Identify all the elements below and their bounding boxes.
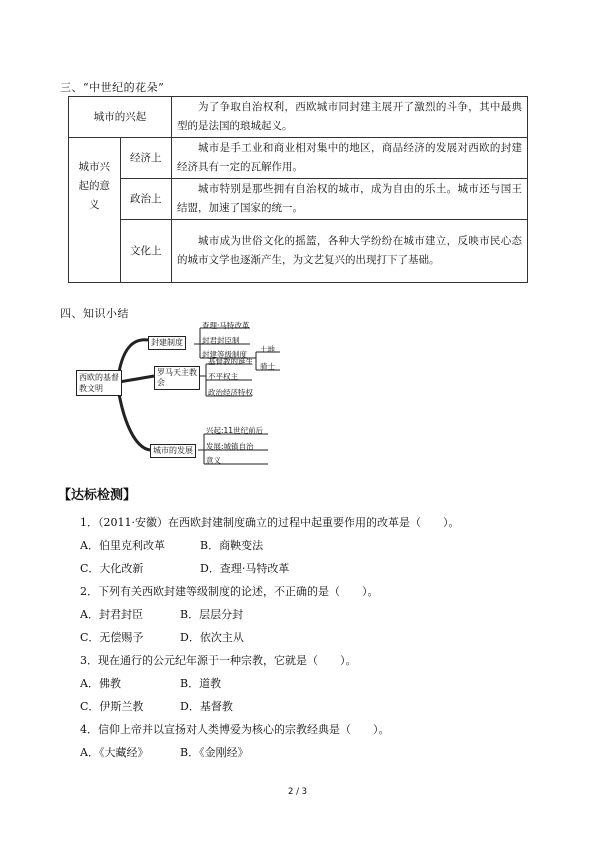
- option: C．大化改新: [80, 562, 144, 575]
- section-4-title: 四、知识小结: [60, 307, 129, 320]
- option: D．查理·马特改革: [200, 562, 290, 575]
- branch-3-item: 兴起:11世纪前后: [206, 426, 264, 435]
- option: C．伊斯兰教: [80, 700, 144, 713]
- table-row: [69, 179, 528, 220]
- row-label: 城市兴起的意义: [69, 138, 121, 283]
- connector-1: [118, 340, 148, 378]
- option: B．层层分封: [180, 608, 244, 621]
- mind-map-branch-2: 罗马天主教会: [154, 366, 200, 390]
- branch-3-item: 意义: [206, 456, 221, 465]
- connector-3: [118, 388, 150, 450]
- option: B．商鞅变法: [200, 539, 264, 552]
- option: C．无偿赐予: [80, 631, 144, 644]
- option: A．封君封臣: [80, 608, 143, 621]
- branch-3-item: 发展:城镇自治: [206, 442, 254, 451]
- option: B．道教: [180, 677, 222, 690]
- branch-1-item: 查理·马特改革: [202, 321, 250, 330]
- option: A．《大藏经》: [80, 746, 149, 759]
- row-sub: 经济上: [120, 138, 172, 179]
- branch-1-item: 封君封臣制: [202, 336, 240, 345]
- question-3: 3．现在通行的公元纪年源于一种宗教，它就是（ ）。: [80, 654, 357, 667]
- quiz-title: 【达标检测】: [58, 488, 137, 503]
- row-sub: 文化上: [120, 220, 172, 283]
- mind-map: [72, 320, 302, 470]
- option: A．佛教: [80, 677, 121, 690]
- mind-map-root: 西欧的基督教文明: [76, 370, 122, 396]
- row-label: 城市的兴起: [69, 97, 172, 138]
- page-number: 2 / 3: [287, 787, 308, 797]
- branch-2-item: 政治经济特权: [208, 388, 253, 397]
- row-text: 为了争取自治权利，西欧城市同封建主展开了激烈的斗争，其中最典型的是法国的琅城起义。: [172, 97, 528, 138]
- branch-1-side-item: 骑士: [260, 362, 275, 371]
- option: B．《金刚经》: [180, 746, 249, 759]
- table-row: [69, 138, 528, 179]
- mind-map-branch-1: 封建制度: [148, 336, 186, 350]
- branch-2-item: 不平权主: [208, 372, 238, 381]
- branch-2-item: 基督教的诞生: [208, 357, 253, 366]
- row-text: 城市特别是那些拥有自治权的城市，成为自由的乐土。城市还与国王结盟，加速了国家的统一。: [172, 179, 528, 220]
- branch-1-side-item: 土地: [260, 345, 275, 354]
- section-3-title: 三、“中世纪的花朵”: [60, 81, 165, 94]
- question-2: 2．下列有关西欧封建等级制度的论述，不正确的是（ ）。: [80, 585, 379, 598]
- row-sub: 政治上: [120, 179, 172, 220]
- row-text: 城市是手工业和商业相对集中的地区，商品经济的发展对西欧的封建经济具有一定的瓦解作用。: [172, 138, 528, 179]
- question-4: 4．信仰上帝并以宣扬对人类博爱为核心的宗教经典是（ ）。: [80, 723, 390, 736]
- question-1: 1．（2011·安徽）在西欧封建制度确立的过程中起重要作用的改革是（ ）。: [80, 516, 460, 529]
- table-row: [69, 97, 528, 138]
- row-text: 城市成为世俗文化的摇篮，各种大学纷纷在城市建立，反映市民心态的城市文学也逐渐产生，为文艺复兴的出现打下了基础。: [172, 220, 528, 283]
- option: A．伯里克利改革: [80, 539, 165, 552]
- mind-map-branch-3: 城市的发展: [150, 444, 196, 458]
- connector-2: [118, 376, 154, 382]
- table-row: [69, 220, 528, 283]
- option: D．依次主从: [180, 631, 244, 644]
- option: D．基督教: [180, 700, 233, 713]
- branch-1-item: 封建等级制度: [202, 350, 247, 359]
- city-table: [68, 96, 528, 283]
